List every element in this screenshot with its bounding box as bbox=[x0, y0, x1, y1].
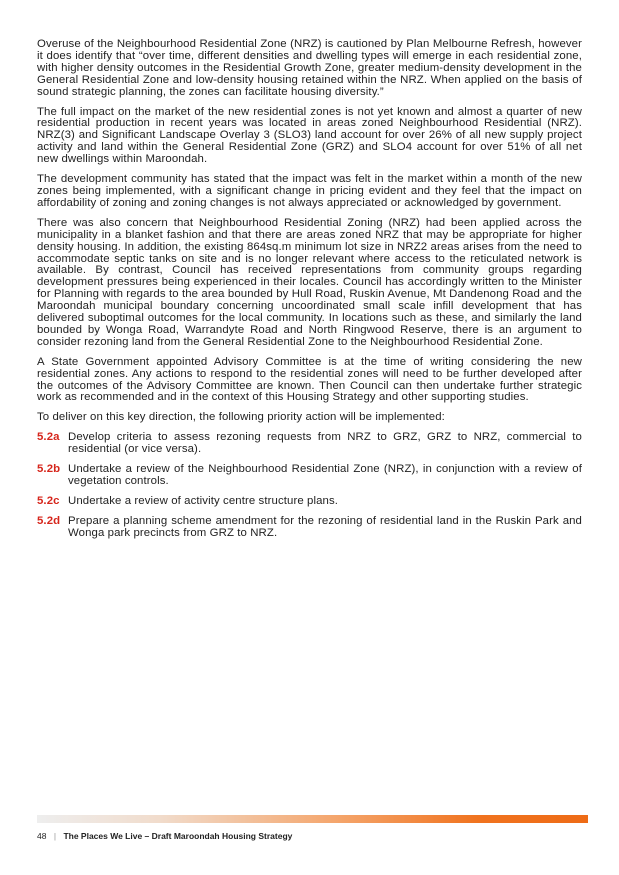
paragraph-nrz-concern: There was also concern that Neighbourhood Residential Zoning (NRZ) had been applied across the municipality in a blanket fashion and that there are areas zoned NRZ that may be appropriate for higher density housing. In addition, the existing 864sq.m minimum lot size in NRZ2 areas arises from the need to accommodate septic tanks on site and is no longer relevant where access to the reticulated network is available. By contrast, Council has received representations from community groups regarding development pressures being experienced in their locales. Council has accordingly written to the Minister for Planning with regards to the area bounded by Hull Road, Ruskin Avenue, Mt Dandenong Road and the Maroondah municipal boundary concerning uncoordinated small scale infill development that has delivered suboptimal outcomes for the local community. In locations such as these, and similarly the land bounded by Wonga Road, Warrandyte Road and North Ringwood Reserve, there is an argument to consider rezoning land from the General Residential Zone to the Neighbourhood Residential Zone. bbox=[37, 216, 582, 348]
page-footer bbox=[37, 831, 292, 841]
action-number: 5.2d bbox=[37, 514, 61, 527]
priority-action-item bbox=[37, 516, 582, 540]
priority-action-item bbox=[37, 432, 582, 456]
paragraph-development-community: The development community has stated that the impact was felt in the market within a month of the new zones being implemented, with a significant change in pricing evident and they feel that the impact on affordability of zoning and zoning changes is not always appreciated or acknowledged by government. bbox=[37, 173, 582, 209]
paragraph-market-impact: The full impact on the market of the new residential zones is not yet known and almost a quarter of new residential production in recent years was located in areas zoned Neighbourhood Residential (NRZ). NRZ(3) and Significant Landscape Overlay 3 (SLO3) land account for over 26% of all new supply project activity and land within the General Residential Zone (GRZ) and SLO4 account for over 51% of all net new dwellings within Maroondah. bbox=[37, 105, 582, 166]
paragraph-plan-melbourne: Overuse of the Neighbourhood Residential Zone (NRZ) is cautioned by Plan Melbourne Refresh, however it does identify that “over time, different densities and dwelling types will emerge in each residential zone, with higher density outcomes in the Residential Growth Zone, greater medium-density development in the General Residential Zone and low-density housing retained within the NRZ. When applied on the basis of sound strategic planning, the zones can facilitate housing diversity.” bbox=[37, 38, 582, 98]
page-body bbox=[37, 39, 582, 548]
priority-action-list bbox=[37, 432, 582, 539]
action-number: 5.2c bbox=[37, 494, 60, 507]
priority-action-item bbox=[37, 496, 582, 508]
action-number: 5.2b bbox=[37, 463, 61, 476]
footer-separator: | bbox=[53, 831, 57, 841]
action-text: Prepare a planning scheme amendment for the rezoning of residential land in the Ruskin Park and Wonga park precincts from GRZ to NRZ. bbox=[68, 514, 582, 539]
action-text: Undertake a review of activity centre structure plans. bbox=[68, 494, 339, 507]
paragraph-priority-intro: To deliver on this key direction, the following priority action will be implemented: bbox=[37, 411, 445, 424]
action-text: Develop criteria to assess rezoning requests from NRZ to GRZ, GRZ to NRZ, commercial to residential (or vice versa). bbox=[68, 431, 582, 456]
action-text: Undertake a review of the Neighbourhood Residential Zone (NRZ), in conjunction with a review of vegetation controls. bbox=[68, 463, 582, 487]
action-number: 5.2a bbox=[37, 431, 60, 444]
footer-gradient-bar bbox=[37, 815, 588, 823]
document-title: The Places We Live – Draft Maroondah Housing Strategy bbox=[63, 831, 293, 841]
paragraph-advisory-committee: A State Government appointed Advisory Committee is at the time of writing considering the new residential zones. Any actions to respond to the residential zones will need to be further developed after the outcomes of the Advisory Committee are known. Then Council can then undertake further strategic work as recommended and in the context of this Housing Strategy and other supporting studies. bbox=[37, 355, 582, 404]
priority-action-item bbox=[37, 464, 582, 488]
page-number: 48 bbox=[37, 831, 47, 841]
